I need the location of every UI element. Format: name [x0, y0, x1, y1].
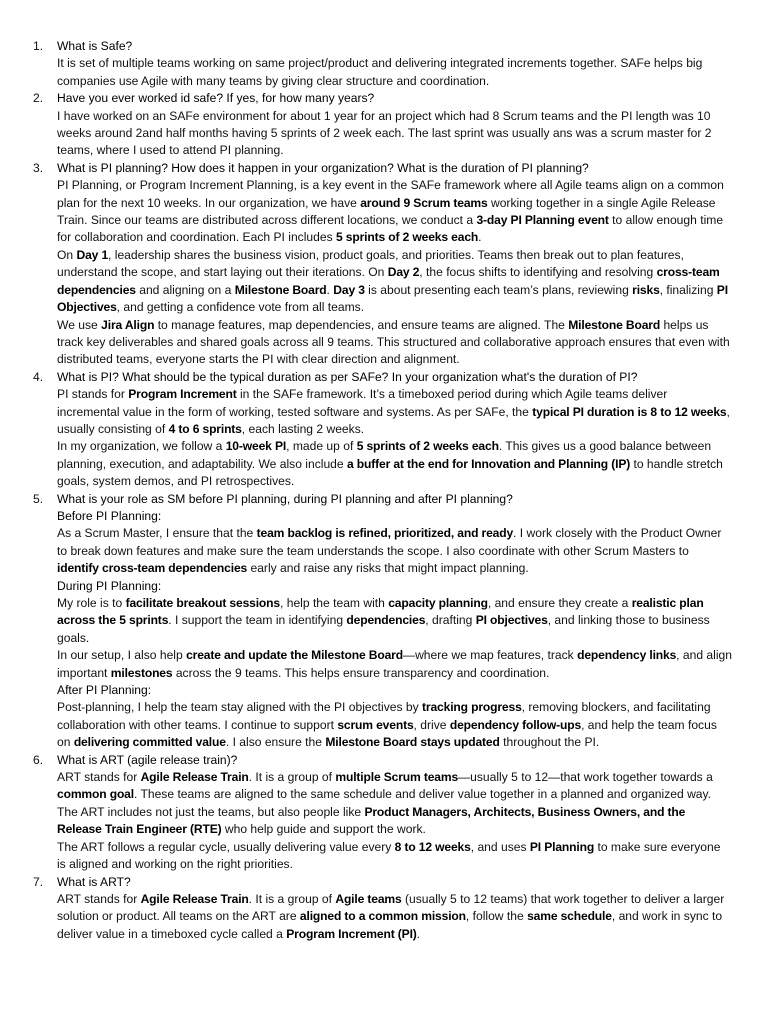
emphasis-text: PI Planning: [529, 839, 595, 854]
question-item: [20, 874, 732, 944]
answer-text: .: [478, 230, 482, 245]
answer-text: early and raise any risks that might impact planning.: [247, 561, 529, 576]
emphasis-text: scrum events: [337, 717, 414, 732]
emphasis-text: identify cross-team dependencies: [57, 561, 248, 576]
emphasis-text: 5 sprints of 2 weeks each: [336, 230, 479, 245]
emphasis-text: Agile Release Train: [140, 891, 249, 906]
emphasis-text: common goal: [57, 787, 134, 802]
answer-paragraph: [57, 108, 732, 160]
answer-paragraph: [57, 699, 732, 751]
answer-paragraph: [57, 769, 732, 804]
answer-text: Post-planning, I help the team stay aligned with the PI objectives by: [57, 700, 423, 715]
subheading: During PI Planning:: [57, 578, 162, 593]
answer-text: As a Scrum Master, I ensure that the: [57, 526, 257, 541]
question-item: [20, 369, 732, 491]
emphasis-text: dependencies: [346, 613, 426, 628]
question-list: [20, 38, 732, 943]
answer-text: , drafting: [425, 613, 476, 628]
emphasis-text: around 9 Scrum teams: [360, 195, 488, 210]
emphasis-text: Agile Release Train: [140, 770, 249, 785]
answer-paragraph: [57, 55, 732, 90]
question-number: 5.: [33, 491, 44, 506]
answer-paragraph: [57, 804, 732, 839]
answer-text: , and uses: [470, 839, 530, 854]
answer-text: to allow enough time for collaboration and coordination. Each PI includes: [57, 213, 724, 245]
answer-text: My role is to: [57, 596, 126, 610]
answer-paragraph: [57, 839, 732, 874]
question-number: 7.: [33, 874, 44, 889]
answer-text: to manage features, map dependencies, and ensure teams are aligned. The: [154, 317, 569, 332]
emphasis-text: Day 2: [387, 265, 420, 280]
answer-text: , and linking those to business goals.: [57, 613, 710, 645]
answer-text: PI stands for: [57, 387, 129, 402]
emphasis-text: cross-team dependencies: [57, 265, 720, 297]
emphasis-text: 10-week PI: [225, 439, 287, 454]
emphasis-text: Jira Align: [101, 317, 155, 332]
answer-text: is about presenting each team’s plans, reviewing: [364, 282, 633, 297]
answer-text: .: [326, 282, 334, 297]
answer-text: , removing blockers, and facilitating collaboration with other teams. I continue to support: [57, 700, 711, 732]
answer-paragraph: [57, 438, 732, 490]
answer-text: (usually 5 to 12 teams) that work together to deliver a larger solution or product. All teams on the ART are: [57, 891, 725, 924]
answer-text: , and getting a confidence vote from all teams.: [116, 300, 365, 315]
emphasis-text: Day 3: [333, 282, 365, 297]
answer-text: throughout the PI.: [499, 735, 600, 750]
answer-text: , made up of: [286, 439, 357, 454]
answer-paragraph: [57, 578, 732, 595]
emphasis-text: Milestone Board stays updated: [325, 735, 500, 750]
question-title: What is PI? What should be the typical duration as per SAFe? In your organization what's the duration of PI?: [57, 369, 638, 384]
answer-paragraph: [57, 386, 732, 438]
answer-text: . It is a group of: [248, 770, 336, 785]
question-number: 1.: [33, 39, 44, 53]
answer-text: helps us track key deliverables and shared goals across all 9 teams. This structured and collaborative approach ensures that even with distributed teams, everyone starts the PI with clear direction and alignment.: [57, 317, 730, 367]
answer-text: , drive: [413, 717, 450, 732]
question-number: 3.: [33, 160, 44, 175]
answer-text: , and ensure they create a: [487, 596, 632, 610]
answer-text: in the SAFe framework. It’s a timeboxed period during which Agile teams deliver incremental value in the form of working, tested software and systems. As per SAFe, the: [57, 387, 668, 419]
emphasis-text: Product Managers, Architects, Business Owners, and the Release Train Engineer (RTE): [57, 804, 686, 837]
emphasis-text: tracking progress: [422, 700, 522, 715]
answer-text: ART stands for: [57, 891, 141, 906]
answer-paragraph: [57, 317, 732, 369]
answer-text: We use: [57, 317, 102, 332]
question-item: [20, 90, 732, 160]
emphasis-text: multiple Scrum teams: [335, 770, 459, 785]
question-title: What is your role as SM before PI planning, during PI planning and after PI planning?: [57, 491, 513, 506]
answer-text: In my organization, we follow a: [57, 439, 226, 454]
answer-text: —where we map features, track: [402, 648, 578, 663]
answer-text: , and align important: [57, 648, 732, 680]
question-title: Have you ever worked id safe? If yes, for how many years?: [57, 91, 375, 106]
emphasis-text: Program Increment (PI): [286, 926, 417, 941]
emphasis-text: Milestone Board: [568, 317, 661, 332]
emphasis-text: dependency links: [577, 648, 677, 663]
answer-text: , leadership shares the business vision, product goals, and priorities. Teams then break out to plan features, understand the scope, and start laying out their iterations. On: [57, 247, 684, 280]
question-number: 2.: [33, 91, 44, 106]
emphasis-text: risks: [632, 282, 660, 297]
question-number: 6.: [33, 752, 44, 767]
answer-text: In our setup, I also help: [57, 648, 187, 663]
answer-text: to handle stretch goals, system demos, and PI retrospectives.: [57, 456, 723, 489]
emphasis-text: aligned to a common mission: [299, 909, 466, 924]
answer-text: It is set of multiple teams working on same project/product and delivering integrated increments together. SAFe helps big companies use Agile with many teams by giving clear structure and coordination.: [57, 56, 703, 88]
answer-text: The ART follows a regular cycle, usually delivering value every: [57, 839, 395, 854]
emphasis-text: 4 to 6 sprints: [168, 421, 242, 436]
answer-paragraph: [57, 525, 732, 577]
emphasis-text: delivering committed value: [73, 735, 226, 750]
subheading: After PI Planning:: [57, 683, 152, 698]
question-item: [20, 752, 732, 874]
answer-paragraph: [57, 891, 732, 943]
answer-text: ART stands for: [57, 770, 141, 785]
answer-text: PI Planning, or Program Increment Planning, is a key event in the SAFe framework where all Agile teams align on a common plan for the next 10 weeks. In our organization, we have: [57, 178, 724, 210]
answer-text: , help the team with: [280, 596, 389, 610]
answer-paragraph: [57, 647, 732, 682]
answer-text: across the 9 teams. This helps ensure transparency and coordination.: [172, 665, 550, 680]
emphasis-text: PI Objectives: [57, 282, 728, 315]
emphasis-text: Day 1: [76, 247, 109, 262]
answer-text: , and work in sync to deliver value in a timeboxed cycle called a: [57, 909, 723, 941]
answer-text: The ART includes not just the teams, but also people like: [57, 804, 365, 819]
answer-text: On: [57, 247, 77, 262]
answer-text: , finalizing: [659, 282, 717, 297]
answer-text: . This gives us a good balance between planning, execution, and adaptability. We also include: [57, 439, 712, 471]
answer-text: , each lasting 2 weeks.: [241, 421, 365, 436]
emphasis-text: capacity planning: [388, 596, 488, 610]
answer-text: . I work closely with the Product Owner to break down features and make sure the team understands the scope. I also coordinate with other Scrum Masters to: [57, 526, 722, 558]
emphasis-text: PI objectives: [475, 613, 548, 628]
subheading: Before PI Planning:: [57, 508, 162, 523]
answer-text: .: [416, 926, 421, 941]
emphasis-text: 8 to 12 weeks: [394, 839, 471, 854]
question-number: 4.: [33, 369, 44, 384]
answer-text: to make sure everyone is aligned and working on the right priorities.: [57, 839, 721, 872]
emphasis-text: 5 sprints of 2 weeks each: [356, 439, 499, 454]
answer-text: . I support the team in identifying: [168, 613, 347, 628]
answer-text: , usually consisting of: [57, 404, 730, 436]
answer-text: . These teams are aligned to the same schedule and deliver value together in a planned and organized way.: [133, 787, 712, 802]
question-title: What is ART?: [57, 874, 131, 889]
emphasis-text: a buffer at the end for Innovation and Planning (IP): [347, 456, 631, 471]
answer-text: . It is a group of: [248, 891, 336, 906]
emphasis-text: create and update the Milestone Board: [186, 648, 403, 663]
answer-text: , follow the: [465, 909, 528, 924]
answer-paragraph: [57, 508, 732, 525]
emphasis-text: typical PI duration is 8 to 12 weeks: [532, 404, 727, 419]
emphasis-text: 3-day PI Planning event: [476, 213, 609, 228]
question-item: [20, 38, 732, 90]
question-item: [20, 491, 732, 752]
emphasis-text: milestones: [110, 665, 173, 680]
question-item: [20, 160, 732, 369]
emphasis-text: facilitate breakout sessions: [125, 596, 280, 610]
question-title: What is Safe?: [57, 39, 133, 53]
emphasis-text: dependency follow-ups: [449, 717, 582, 732]
answer-paragraph: [57, 595, 732, 647]
answer-text: . I also ensure the: [225, 735, 326, 750]
answer-text: who help guide and support the work.: [221, 822, 426, 837]
answer-text: —usually 5 to 12—that work together towards a: [458, 770, 713, 785]
answer-text: , and help the team focus on: [57, 717, 717, 750]
answer-text: working together in a single Agile Release Train. Since our teams are distributed across different locations, we conduct a: [57, 195, 716, 228]
emphasis-text: Agile teams: [335, 891, 402, 906]
answer-text: and aligning on a: [135, 282, 235, 297]
answer-paragraph: [57, 682, 732, 699]
answer-paragraph: [57, 247, 732, 317]
emphasis-text: Program Increment: [128, 387, 237, 402]
emphasis-text: same schedule: [527, 909, 612, 924]
question-title: What is ART (agile release train)?: [57, 752, 238, 767]
emphasis-text: Milestone Board: [234, 282, 327, 297]
emphasis-text: realistic plan across the 5 sprints: [57, 596, 704, 628]
answer-paragraph: [57, 177, 732, 247]
answer-text: , the focus shifts to identifying and resolving: [419, 265, 657, 280]
question-title: What is PI planning? How does it happen in your organization? What is the duration of PI planning?: [57, 160, 589, 175]
emphasis-text: team backlog is refined, prioritized, and ready: [256, 526, 514, 541]
answer-text: I have worked on an SAFe environment for about 1 year for an project which had 8 Scrum teams and the PI length was 10 weeks around 2and half months having 5 sprints of 2 week each. The last sprint was usually ans was a scrum master for 2 teams, where I used to attend PI planning.: [57, 108, 712, 158]
